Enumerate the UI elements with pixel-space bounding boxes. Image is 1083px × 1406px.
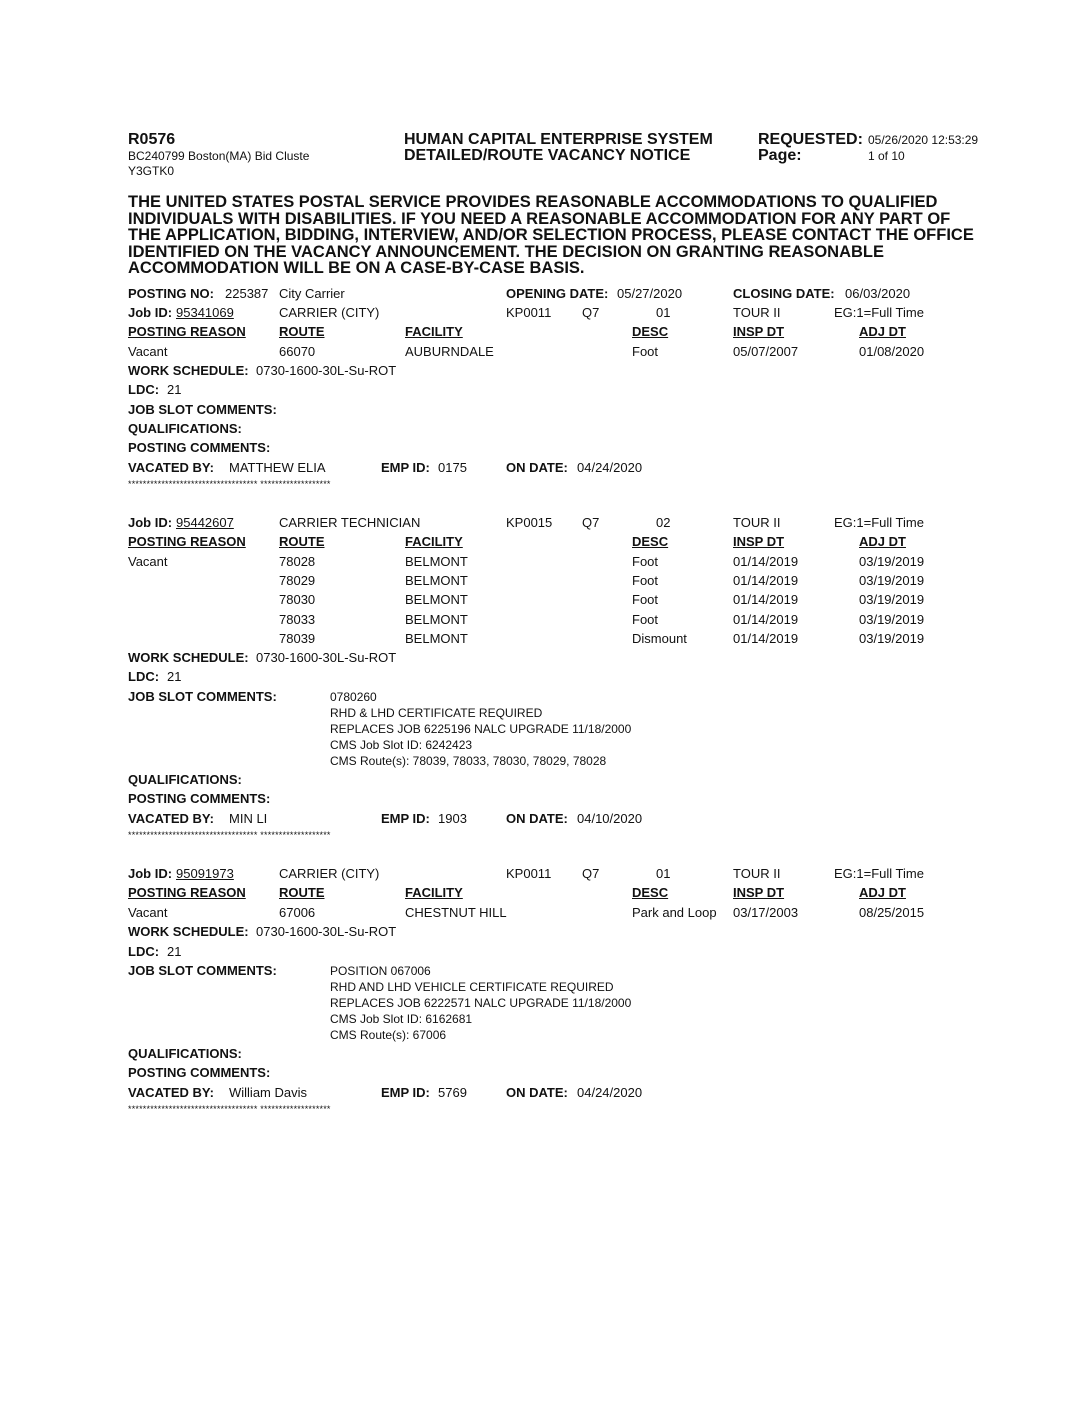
posting-reason-header: POSTING REASON: [128, 324, 246, 339]
vacated-by-label: VACATED BY:: [128, 1085, 214, 1100]
posting-comments-label: POSTING COMMENTS:: [128, 440, 271, 455]
separator-line: *********************************** *******************: [128, 830, 331, 840]
route-desc: Foot: [632, 592, 659, 607]
tour: TOUR II: [733, 515, 781, 530]
route-desc: Park and Loop: [632, 905, 717, 920]
employment-group: EG:1=Full Time: [834, 515, 924, 530]
facility-name: CHESTNUT HILL: [405, 905, 507, 920]
route-desc: Dismount: [632, 631, 687, 646]
comment-line: CMS Route(s): 67006: [330, 1028, 447, 1042]
ldc-value: 21: [167, 944, 182, 959]
step: 01: [656, 305, 671, 320]
route-desc: Foot: [632, 612, 659, 627]
comment-line: REPLACES JOB 6225196 NALC UPGRADE 11/18/2000: [330, 722, 632, 736]
adj-dt-header: ADJ DT: [859, 885, 906, 900]
job-id-label: Job ID:: [128, 515, 173, 530]
accommodation-notice: [128, 194, 978, 277]
notice-title: DETAILED/ROUTE VACANCY NOTICE: [404, 147, 691, 164]
org-name: BC240799 Boston(MA) Bid Cluste: [128, 149, 310, 163]
ldc-label: LDC:: [128, 669, 160, 684]
grade: Q7: [582, 305, 600, 320]
on-date-label: ON DATE:: [506, 460, 568, 475]
system-title: HUMAN CAPITAL ENTERPRISE SYSTEM: [404, 131, 713, 148]
vacated-by-name: MATTHEW ELIA: [229, 460, 326, 475]
insp-date: 05/07/2007: [733, 344, 799, 359]
job-id-link[interactable]: 95442607: [176, 515, 234, 530]
on-date-label: ON DATE:: [506, 811, 568, 826]
closing-date: 06/03/2020: [845, 286, 911, 301]
route-desc: Foot: [632, 344, 659, 359]
route-desc: Foot: [632, 573, 659, 588]
grade: Q7: [582, 515, 600, 530]
work-schedule-label: WORK SCHEDULE:: [128, 650, 249, 665]
insp-date: 01/14/2019: [733, 631, 799, 646]
work-schedule: 0730-1600-30L-Su-ROT: [256, 363, 397, 378]
separator-line: *********************************** *******************: [128, 479, 331, 489]
route-number: 78033: [279, 612, 316, 627]
facility-name: BELMONT: [405, 592, 468, 607]
route-number: 78029: [279, 573, 316, 588]
route-number: 67006: [279, 905, 316, 920]
facility-header: FACILITY: [405, 324, 463, 339]
adj-date: 08/25/2015: [859, 905, 925, 920]
emp-id: 5769: [438, 1085, 467, 1100]
adj-date: 03/19/2019: [859, 612, 925, 627]
job-title: CARRIER TECHNICIAN: [279, 515, 421, 530]
facility-name: BELMONT: [405, 573, 468, 588]
comment-line: CMS Route(s): 78039, 78033, 78030, 78029, 78028: [330, 754, 607, 768]
facility-name: AUBURNDALE: [405, 344, 494, 359]
insp-date: 01/14/2019: [733, 554, 799, 569]
ldc-value: 21: [167, 382, 182, 397]
route-header: ROUTE: [279, 534, 325, 549]
notice-line: ACCOMMODATION WILL BE ON A CASE-BY-CASE BASIS.: [128, 259, 585, 277]
job-slot-comments-label: JOB SLOT COMMENTS:: [128, 402, 277, 417]
route-number: 66070: [279, 344, 316, 359]
employment-group: EG:1=Full Time: [834, 305, 924, 320]
opening-date-label: OPENING DATE:: [506, 286, 609, 301]
vacated-by-label: VACATED BY:: [128, 811, 214, 826]
insp-date: 01/14/2019: [733, 612, 799, 627]
facility-header: FACILITY: [405, 534, 463, 549]
posting-reason: Vacant: [128, 905, 168, 920]
adj-date: 03/19/2019: [859, 573, 925, 588]
emp-id: 0175: [438, 460, 467, 475]
adj-date: 03/19/2019: [859, 592, 925, 607]
qualifications-label: QUALIFICATIONS:: [128, 772, 242, 787]
report-id: R0576: [128, 131, 176, 148]
step: 01: [656, 866, 671, 881]
comment-line: REPLACES JOB 6222571 NALC UPGRADE 11/18/2000: [330, 996, 632, 1010]
kp-code: KP0011: [506, 866, 552, 881]
job-title: CARRIER (CITY): [279, 305, 380, 320]
comment-line: CMS Job Slot ID: 6162681: [330, 1012, 473, 1026]
adj-dt-header: ADJ DT: [859, 534, 906, 549]
emp-id: 1903: [438, 811, 467, 826]
emp-id-label: EMP ID:: [381, 811, 430, 826]
adj-date: 03/19/2019: [859, 554, 925, 569]
employment-group: EG:1=Full Time: [834, 866, 924, 881]
facility-name: BELMONT: [405, 612, 468, 627]
posting-type: City Carrier: [279, 286, 345, 301]
on-date-label: ON DATE:: [506, 1085, 568, 1100]
vacated-by-name: MIN LI: [229, 811, 268, 826]
on-date: 04/24/2020: [577, 460, 643, 475]
comment-line: RHD AND LHD VEHICLE CERTIFICATE REQUIRED: [330, 980, 614, 994]
ldc-label: LDC:: [128, 382, 160, 397]
notice-line: THE APPLICATION, BIDDING, INTERVIEW, AND/OR SELECTION PROCESS, PLEASE CONTACT THE OFFICE: [128, 226, 974, 244]
opening-date: 05/27/2020: [617, 286, 683, 301]
insp-date: 01/14/2019: [733, 573, 799, 588]
tour: TOUR II: [733, 866, 781, 881]
work-schedule-label: WORK SCHEDULE:: [128, 924, 249, 939]
insp-dt-header: INSP DT: [733, 324, 785, 339]
posting-reason: Vacant: [128, 554, 168, 569]
ldc-value: 21: [167, 669, 182, 684]
desc-header: DESC: [632, 534, 669, 549]
ldc-label: LDC:: [128, 944, 160, 959]
facility-header: FACILITY: [405, 885, 463, 900]
vacated-by-label: VACATED BY:: [128, 460, 214, 475]
on-date: 04/24/2020: [577, 1085, 643, 1100]
step: 02: [656, 515, 671, 530]
adj-dt-header: ADJ DT: [859, 324, 906, 339]
insp-date: 03/17/2003: [733, 905, 799, 920]
separator-line: *********************************** *******************: [128, 1104, 331, 1114]
job-slot-comments-label: JOB SLOT COMMENTS:: [128, 963, 277, 978]
work-schedule: 0730-1600-30L-Su-ROT: [256, 924, 397, 939]
route-header: ROUTE: [279, 885, 325, 900]
insp-dt-header: INSP DT: [733, 885, 785, 900]
notice-line: THE UNITED STATES POSTAL SERVICE PROVIDES REASONABLE ACCOMMODATIONS TO QUALIFIED: [128, 193, 938, 211]
desc-header: DESC: [632, 324, 669, 339]
vacated-by-name: William Davis: [229, 1085, 307, 1100]
job-id-link[interactable]: 95341069: [176, 305, 234, 320]
emp-id-label: EMP ID:: [381, 1085, 430, 1100]
notice-line: INDIVIDUALS WITH DISABILITIES. IF YOU NEED A REASONABLE ACCOMMODATION FOR ANY PART OF: [128, 209, 951, 228]
kp-code: KP0011: [506, 305, 552, 320]
route-desc: Foot: [632, 554, 659, 569]
route-header: ROUTE: [279, 324, 325, 339]
job-id-link[interactable]: 95091973: [176, 866, 234, 881]
work-schedule: 0730-1600-30L-Su-ROT: [256, 650, 397, 665]
tour: TOUR II: [733, 305, 781, 320]
work-schedule-label: WORK SCHEDULE:: [128, 363, 249, 378]
desc-header: DESC: [632, 885, 669, 900]
route-number: 78028: [279, 554, 316, 569]
qualifications-label: QUALIFICATIONS:: [128, 1046, 242, 1061]
posting-reason: Vacant: [128, 344, 168, 359]
adj-date: 01/08/2020: [859, 344, 925, 359]
facility-name: BELMONT: [405, 554, 468, 569]
emp-id-label: EMP ID:: [381, 460, 430, 475]
grade: Q7: [582, 866, 600, 881]
posting-reason-header: POSTING REASON: [128, 885, 246, 900]
insp-date: 01/14/2019: [733, 592, 799, 607]
notice-line: IDENTIFIED ON THE VACANCY ANNOUNCEMENT. THE DECISION ON GRANTING REASONABLE: [128, 242, 884, 261]
requested-label: REQUESTED:: [758, 131, 863, 148]
on-date: 04/10/2020: [577, 811, 643, 826]
route-number: 78030: [279, 592, 316, 607]
job-title: CARRIER (CITY): [279, 866, 380, 881]
kp-code: KP0015: [506, 515, 553, 530]
facility-name: BELMONT: [405, 631, 468, 646]
org-code: Y3GTK0: [128, 164, 175, 178]
page-value: 1 of 10: [868, 149, 905, 163]
comment-line: POSITION 067006: [330, 964, 431, 978]
comment-line: RHD & LHD CERTIFICATE REQUIRED: [330, 706, 543, 720]
closing-date-label: CLOSING DATE:: [733, 286, 835, 301]
job-slot-comments-label: JOB SLOT COMMENTS:: [128, 689, 277, 704]
route-number: 78039: [279, 631, 316, 646]
posting-no: 225387: [225, 286, 269, 301]
posting-reason-header: POSTING REASON: [128, 534, 246, 549]
job-id-label: Job ID:: [128, 305, 173, 320]
comment-line: CMS Job Slot ID: 6242423: [330, 738, 473, 752]
comment-line: 0780260: [330, 690, 377, 704]
posting-comments-label: POSTING COMMENTS:: [128, 791, 271, 806]
qualifications-label: QUALIFICATIONS:: [128, 421, 242, 436]
insp-dt-header: INSP DT: [733, 534, 785, 549]
posting-comments-label: POSTING COMMENTS:: [128, 1065, 271, 1080]
job-id-label: Job ID:: [128, 866, 173, 881]
page-label: Page:: [758, 147, 802, 164]
requested-value: 05/26/2020 12:53:29: [868, 133, 979, 147]
adj-date: 03/19/2019: [859, 631, 925, 646]
posting-no-label: POSTING NO:: [128, 286, 214, 301]
